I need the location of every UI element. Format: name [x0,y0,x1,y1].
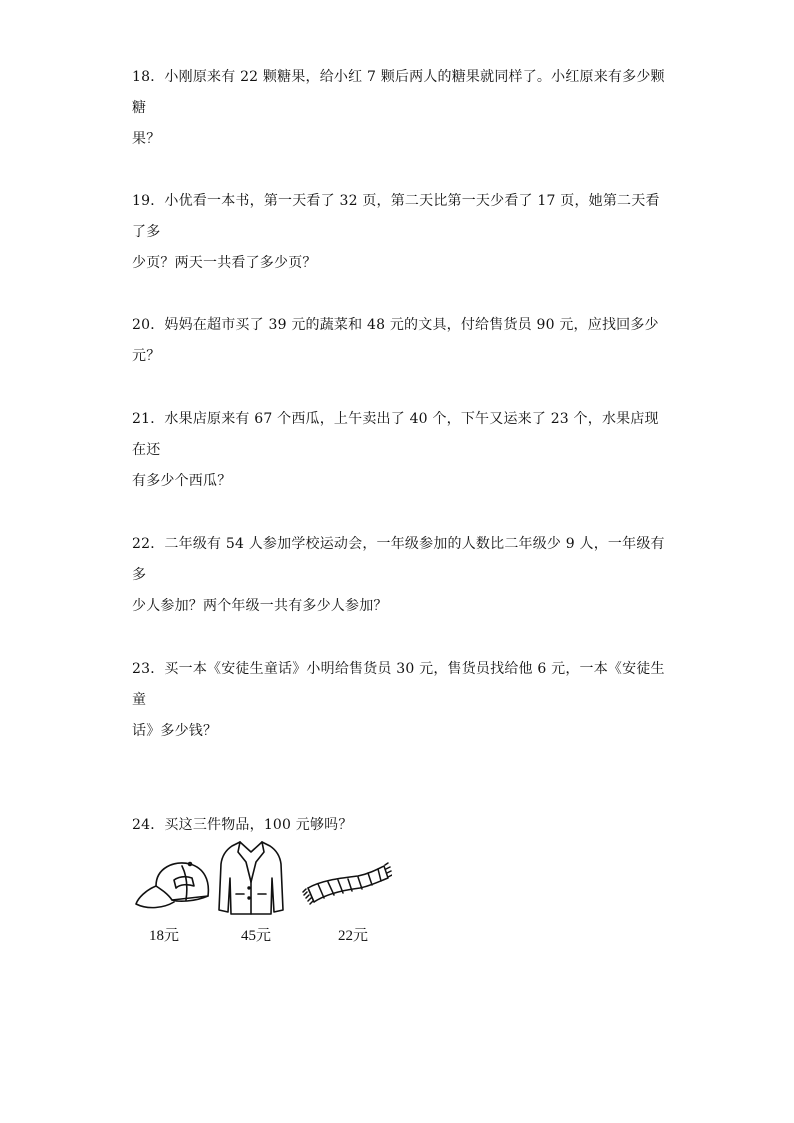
question-23-line-1: 23．买一本《安徒生童话》小明给售货员 30 元，售货员找给他 6 元，一本《安徒生童 [132,661,665,708]
question-18-line-1: 18．小刚原来有 22 颗糖果，给小红 7 颗后两人的糖果就同样了。小红原来有多少颗糖 [132,69,665,116]
cap-icon [134,856,214,914]
question-23 [132,654,672,747]
question-18-line-2: 果？ [132,131,161,147]
question-21-line-2: 有多少个西瓜？ [132,473,232,489]
question-21-line-1: 21．水果店原来有 67 个西瓜，上午卖出了 40 个，下午又运来了 23 个，水果店现在还 [132,411,659,458]
question-20 [132,310,672,372]
question-20-line-1: 20．妈妈在超市买了 39 元的蔬菜和 48 元的文具，付给售货员 90 元，应找回多少元？ [132,317,659,364]
question-19 [132,186,672,279]
scarf-icon [302,862,392,912]
question-22 [132,529,672,622]
question-18 [132,62,672,155]
scarf-price: 22元 [337,928,368,944]
question-23-line-2: 话》多少钱？ [132,723,218,739]
jacket-icon [216,838,286,918]
question-24-line-1: 24．买这三件物品，100 元够吗？ [132,817,353,833]
question-21 [132,404,672,497]
question-19-line-1: 19．小优看一本书，第一天看了 32 页，第二天比第一天少看了 17 页，她第二天看了多 [132,193,660,240]
cap-price: 18元 [148,928,179,944]
question-22-line-1: 22．二年级有 54 人参加学校运动会，一年级参加的人数比二年级少 9 人，一年级有多 [132,536,665,583]
question-19-line-2: 少页？两天一共看了多少页？ [132,255,317,271]
jacket-price: 45元 [240,928,271,944]
question-22-line-2: 少人参加？两个年级一共有多少人参加？ [132,598,388,614]
question-24 [132,810,672,841]
